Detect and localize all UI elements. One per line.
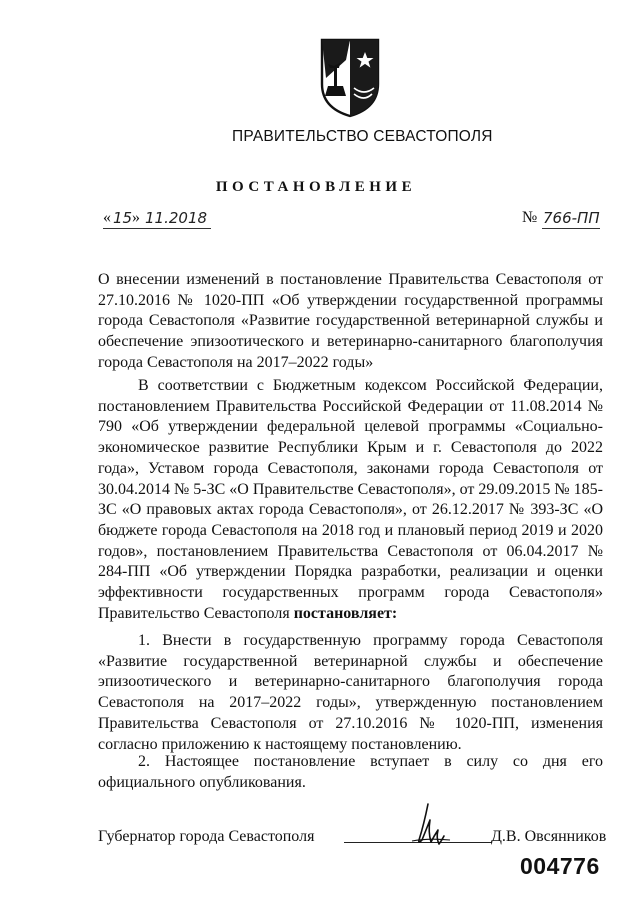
sevastopol-coat-of-arms-icon [318,38,382,118]
decree-item-1: 1. Внести в государственную программу города Севастополя «Развитие государственной ветеринарной службы и обеспечение эпизоотического и ветеринарно-санитарного благополучия города Севастополя на 2017–2022 годы», утвержденную постановлением Правительства Севастополя от 27.10.2016 № 1020-ПП, изменения согласно приложению к настоящему постановлению. [98,632,603,753]
date-month-year: 11.2018 [145,209,208,227]
number-underline [542,228,600,229]
date-quote-close: » [132,209,140,226]
decree-item-2: 2. Настоящее постановление вступает в силу со дня его официального опубликования. [98,753,603,791]
date-underline [103,228,211,229]
handwritten-signature [398,800,458,848]
date-day: 15 [113,209,133,227]
decree-date [103,209,211,231]
governor-role: Губернатор города Севастополя [98,828,315,845]
governor-name: Д.В. Овсянников [491,828,607,845]
legal-basis-text: В соответствии с Бюджетным кодексом Российской Федерации, постановлением Правительства Российской Федерации от 11.08.2014 № 790 «Об утверждении федеральной целевой программы «Социально-экономическое развитие Республики Крым и г. Севастополя до 2022 года», Уставом города Севастополя, законами города Севастополя от 30.04.2014 № 5-ЗС «О Правительстве Севастополя», от 29.09.2015 № 185-ЗС «О правовых актах города Севастополя», от 26.12.2017 № 393-ЗС «О бюджете города Севастополя на 2018 год и плановый период 2019 и 2020 годов», постановлением Правительства Севастополя от 06.04.2017 № 284-ПП «Об утверждении Порядка разработки, реализации и оценки эффективности государственных программ города Севастополя» Правительство Севастополя [98,377,604,622]
serial-number: 004776 [520,853,600,879]
legal-basis [98,376,603,624]
number-value: 766-ПП [543,209,600,227]
decree-number [522,209,600,231]
date-quote-open: « [103,209,111,226]
government-title: ПРАВИТЕЛЬСТВО СЕВАСТОПОЛЯ [232,128,493,145]
number-sign: № [522,209,538,226]
document-type-heading: ПОСТАНОВЛЕНИЕ [215,179,417,195]
decree-subject: О внесении изменений в постановление Правительства Севастополя от 27.10.2016 № 1020-ПП «Об утверждении государственной программы города Севастополя «Развитие государственной ветеринарной службы и обеспечение эпизоотического и ветеринарно-санитарного благополучия города Севастополя на 2017–2022 годы» [98,271,603,371]
decree-word: постановляет: [293,604,398,622]
